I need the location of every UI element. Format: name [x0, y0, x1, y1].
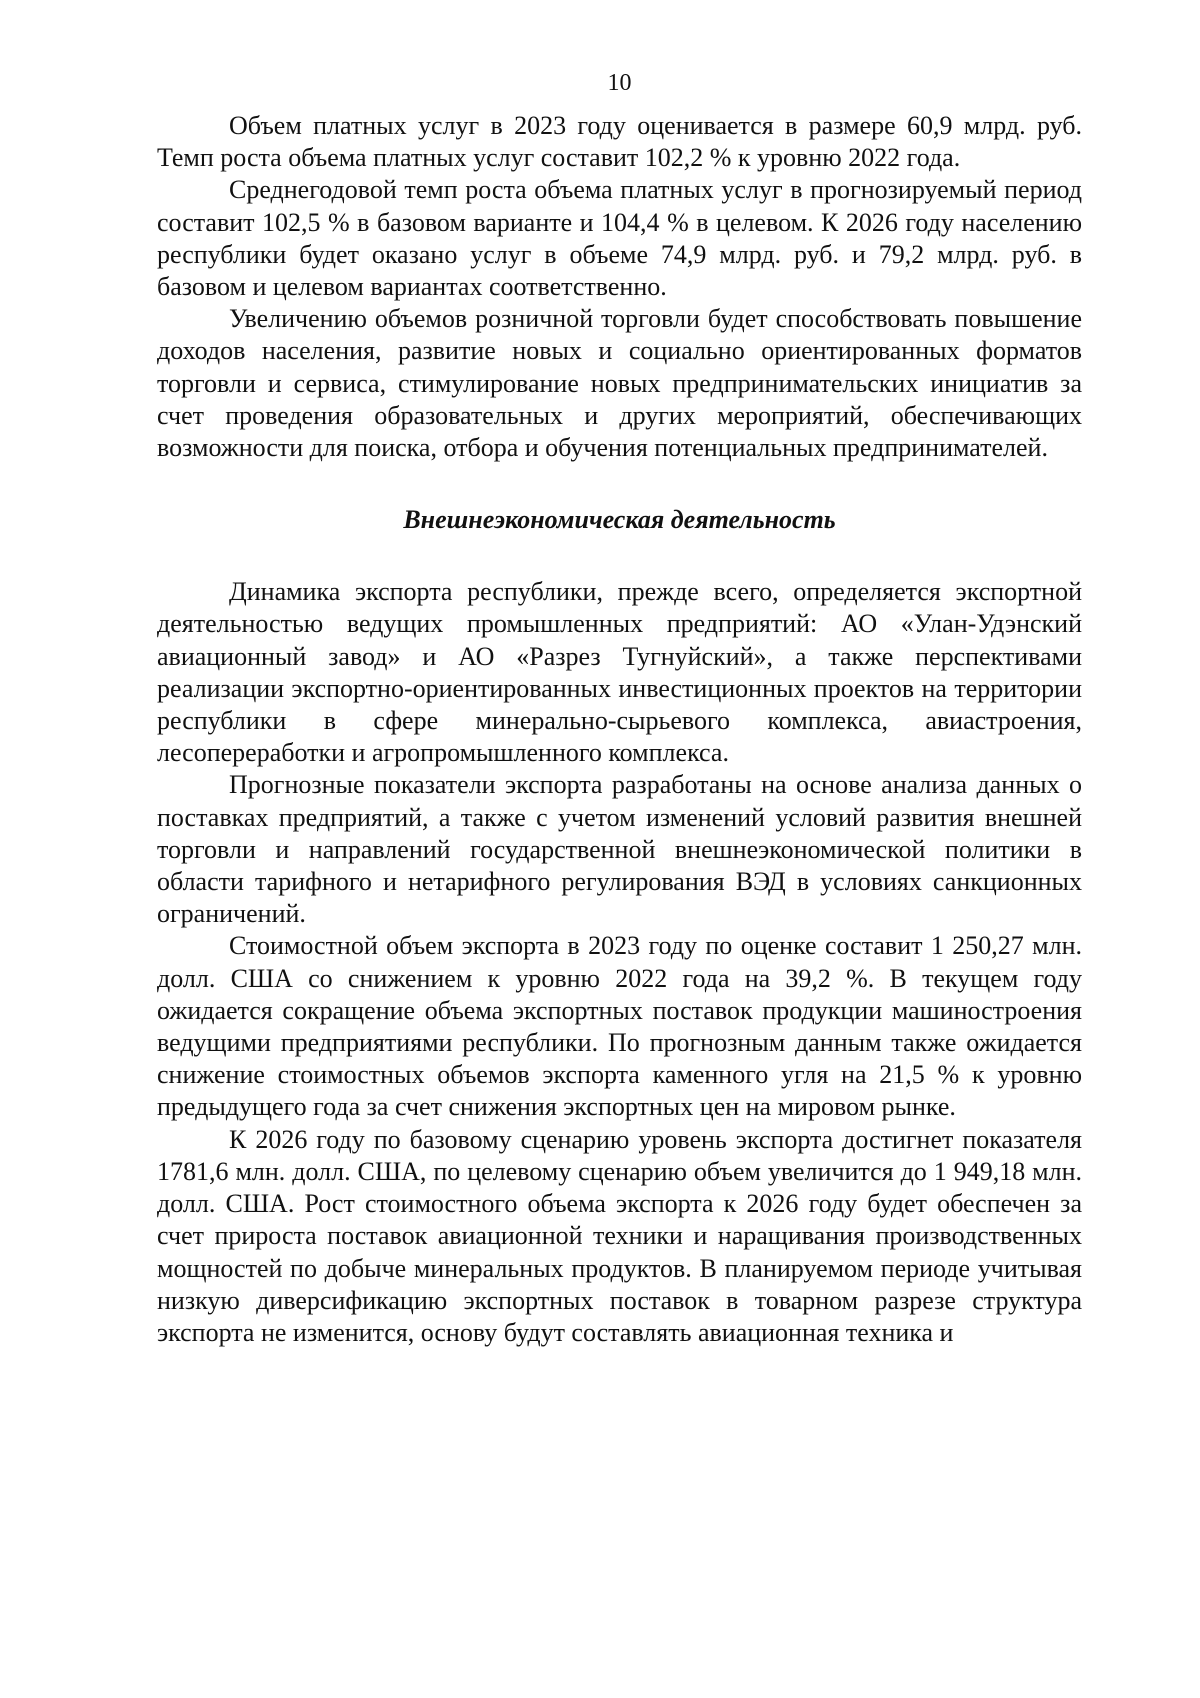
- paragraph-export-volume-2023: Стоимостной объем экспорта в 2023 году по оценке составит 1 250,27 млн. долл. США со снижением к уровню 2022 года на 39,2 %. В текущем году ожидается сокращение объема экспортных поставок продукции машиностроения ведущими предприятиями республики. По прогнозным данным также ожидается снижение стоимостных объемов экспорта каменного угля на 21,5 % к уровню предыдущего года за счет снижения экспортных цен на мировом рынке.: [157, 931, 1082, 1122]
- paragraph-retail-trade: Увеличению объемов розничной торговли будет способствовать повышение доходов населения, развитие новых и социально ориентированных форматов торговли и сервиса, стимулирование новых предпринимательских инициатив за счет проведения образовательных и других мероприятий, обеспечивающих возможности для поиска, отбора и обучения потенциальных предпринимателей.: [157, 304, 1082, 463]
- paragraph-export-dynamics: Динамика экспорта республики, прежде всего, определяется экспортной деятельностью ведущих промышленных предприятий: АО «Улан-Удэнский авиационный завод» и АО «Разрез Тугнуйский», а также перспективами реализации экспортно-ориентированных инвестиционных проектов на территории республики в сфере минерально-сырьевого комплекса, авиастроения, лесопереработки и агропромышленного комплекса.: [157, 577, 1082, 768]
- paragraph-export-2026-scenarios: К 2026 году по базовому сценарию уровень экспорта достигнет показателя 1781,6 млн. долл. США, по целевому сценарию объем увеличится до 1 949,18 млн. долл. США. Рост стоимостного объема экспорта к 2026 году будет обеспечен за счет прироста поставок авиационной техники и наращивания производственных мощностей по добыче минеральных продуктов. В планируемом периоде учитывая низкую диверсификацию экспортных поставок в товарном разрезе структура экспорта не изменится, основу будут составлять авиационная техника и: [157, 1124, 1082, 1347]
- page-number: 10: [607, 70, 632, 96]
- paragraph-export-forecast-basis: Прогнозные показатели экспорта разработаны на основе анализа данных о поставках предприятий, а также с учетом изменений условий развития внешней торговли и направлений государственной внешнеэкономической политики в области тарифного и нетарифного регулирования ВЭД в условиях санкционных ограничений.: [157, 770, 1082, 929]
- paragraph-paid-services-growth: Среднегодовой темп роста объема платных услуг в прогнозируемый период составит 102,5 % в базовом варианте и 104,4 % в целевом. К 2026 году населению республики будет оказано услуг в объеме 74,9 млрд. руб. и 79,2 млрд. руб. в базовом и целевом вариантах соответственно.: [157, 175, 1082, 302]
- document-page: [157, 68, 1082, 1349]
- paragraph-paid-services-volume: Объем платных услуг в 2023 году оценивается в размере 60,9 млрд. руб. Темп роста объема платных услуг составит 102,2 % к уровню 2022 года.: [157, 111, 1082, 173]
- section-heading: Внешнеэкономическая деятельность: [403, 505, 836, 535]
